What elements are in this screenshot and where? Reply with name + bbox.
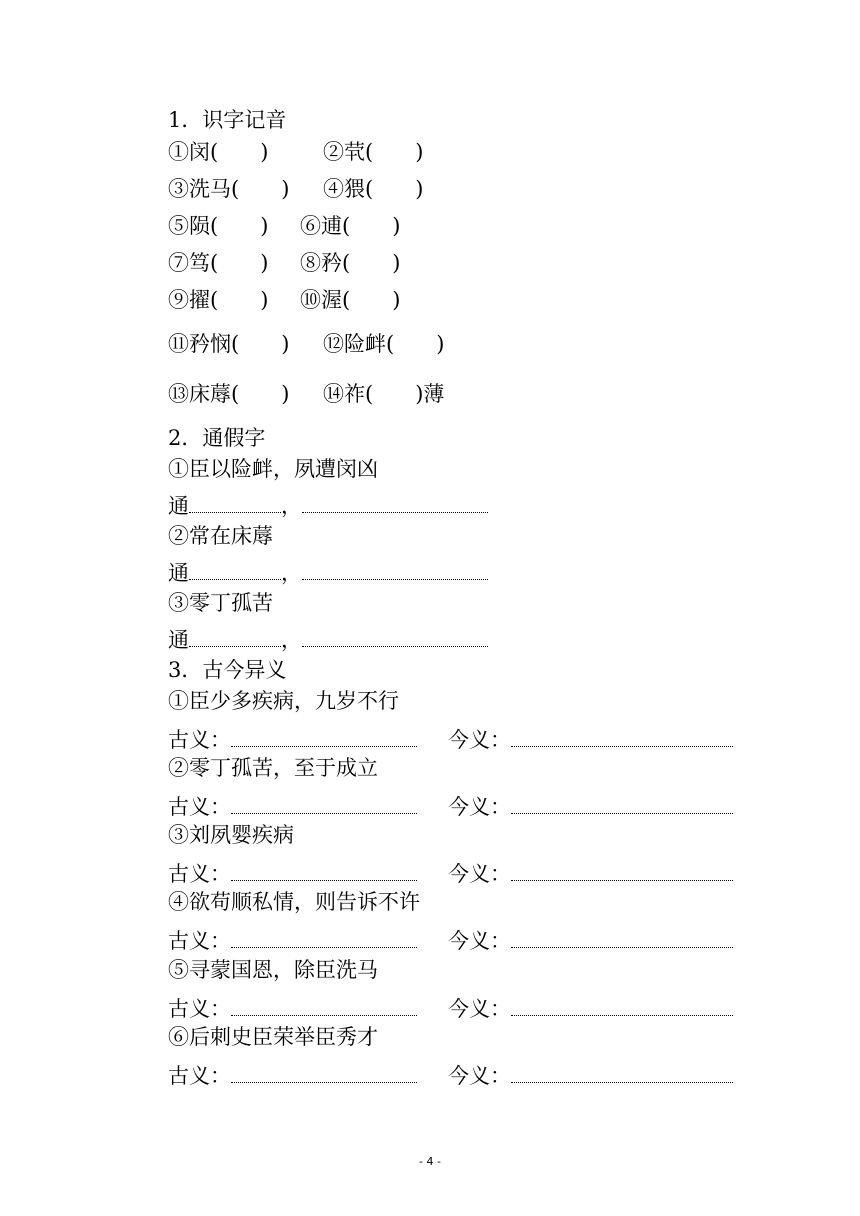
phonetic-item: ⑧矜( ) [300,251,401,275]
sentence: ②常在床蓐 [168,524,273,548]
meaning-row [448,793,733,821]
phonetic-item: ⑨擢( ) [168,288,269,312]
fill-row [168,559,488,587]
phonetic-item: ③洗马( ) [168,177,290,201]
meaning-row [168,793,417,821]
old-meaning-label: 古义： [168,728,231,752]
phonetic-item: ⑭祚( )薄 [323,382,445,406]
answer-blank[interactable] [189,511,281,513]
separator: ， [281,494,302,518]
new-meaning-blank[interactable] [511,1014,733,1016]
meaning-row [448,927,733,955]
answer-blank[interactable] [302,578,488,580]
fill-row [168,492,488,520]
sentence: ⑤寻蒙国恩，除臣洗马 [168,958,378,982]
meaning-row [448,1062,733,1090]
old-meaning-blank[interactable] [231,1014,417,1016]
meaning-row [448,726,733,754]
answer-blank[interactable] [189,645,281,647]
phonetic-item: ⑦笃( ) [168,251,269,275]
page-number: - 4 - [419,1155,441,1168]
old-meaning-label: 古义： [168,795,231,819]
old-meaning-blank[interactable] [231,745,417,747]
new-meaning-blank[interactable] [511,879,733,881]
new-meaning-label: 今义： [448,728,511,752]
prefix-label: 通 [168,628,189,652]
old-meaning-blank[interactable] [231,812,417,814]
old-meaning-blank[interactable] [231,879,417,881]
old-meaning-label: 古义： [168,1064,231,1088]
new-meaning-blank[interactable] [511,812,733,814]
separator: ， [281,561,302,585]
answer-blank[interactable] [189,578,281,580]
prefix-label: 通 [168,494,189,518]
meaning-row [168,1062,417,1090]
sentence: ③零丁孤苦 [168,591,273,615]
new-meaning-label: 今义： [448,795,511,819]
section-heading-ancient-modern: 3．古今异义 [168,658,287,682]
old-meaning-label: 古义： [168,929,231,953]
phonetic-item: ⑥逋( ) [300,214,401,238]
section-heading-phonetics: 1．识字记音 [168,108,287,132]
prefix-label: 通 [168,561,189,585]
sentence: ②零丁孤苦，至于成立 [168,756,378,780]
old-meaning-label: 古义： [168,997,231,1021]
separator: ， [281,628,302,652]
sentence: ④欲苟顺私情，则告诉不许 [168,890,420,914]
meaning-row [168,927,417,955]
sentence: ①臣以险衅，夙遭闵凶 [168,457,378,481]
phonetic-item: ⑪矜悯( ) [168,332,290,356]
new-meaning-label: 今义： [448,929,511,953]
old-meaning-blank[interactable] [231,1081,417,1083]
phonetic-item: ②茕( ) [323,140,424,164]
meaning-row [168,860,417,888]
meaning-row [168,726,417,754]
new-meaning-blank[interactable] [511,1081,733,1083]
phonetic-item: ⑬床蓐( ) [168,382,290,406]
phonetic-item: ④猥( ) [323,177,424,201]
sentence: ①臣少多疾病，九岁不行 [168,689,399,713]
old-meaning-blank[interactable] [231,946,417,948]
answer-blank[interactable] [302,511,488,513]
new-meaning-label: 今义： [448,997,511,1021]
meaning-row [448,860,733,888]
meaning-row [168,995,417,1023]
new-meaning-label: 今义： [448,862,511,886]
section-heading-interchangeable: 2．通假字 [168,426,266,450]
phonetic-item: ⑤陨( ) [168,214,269,238]
old-meaning-label: 古义： [168,862,231,886]
answer-blank[interactable] [302,645,488,647]
phonetic-item: ①闵( ) [168,140,269,164]
sentence: ③刘夙婴疾病 [168,823,294,847]
phonetic-item: ⑫险衅( ) [323,332,445,356]
phonetic-item: ⑩渥( ) [300,288,401,312]
fill-row [168,626,488,654]
new-meaning-label: 今义： [448,1064,511,1088]
new-meaning-blank[interactable] [511,946,733,948]
new-meaning-blank[interactable] [511,745,733,747]
meaning-row [448,995,733,1023]
sentence: ⑥后刺史臣荣举臣秀才 [168,1025,378,1049]
